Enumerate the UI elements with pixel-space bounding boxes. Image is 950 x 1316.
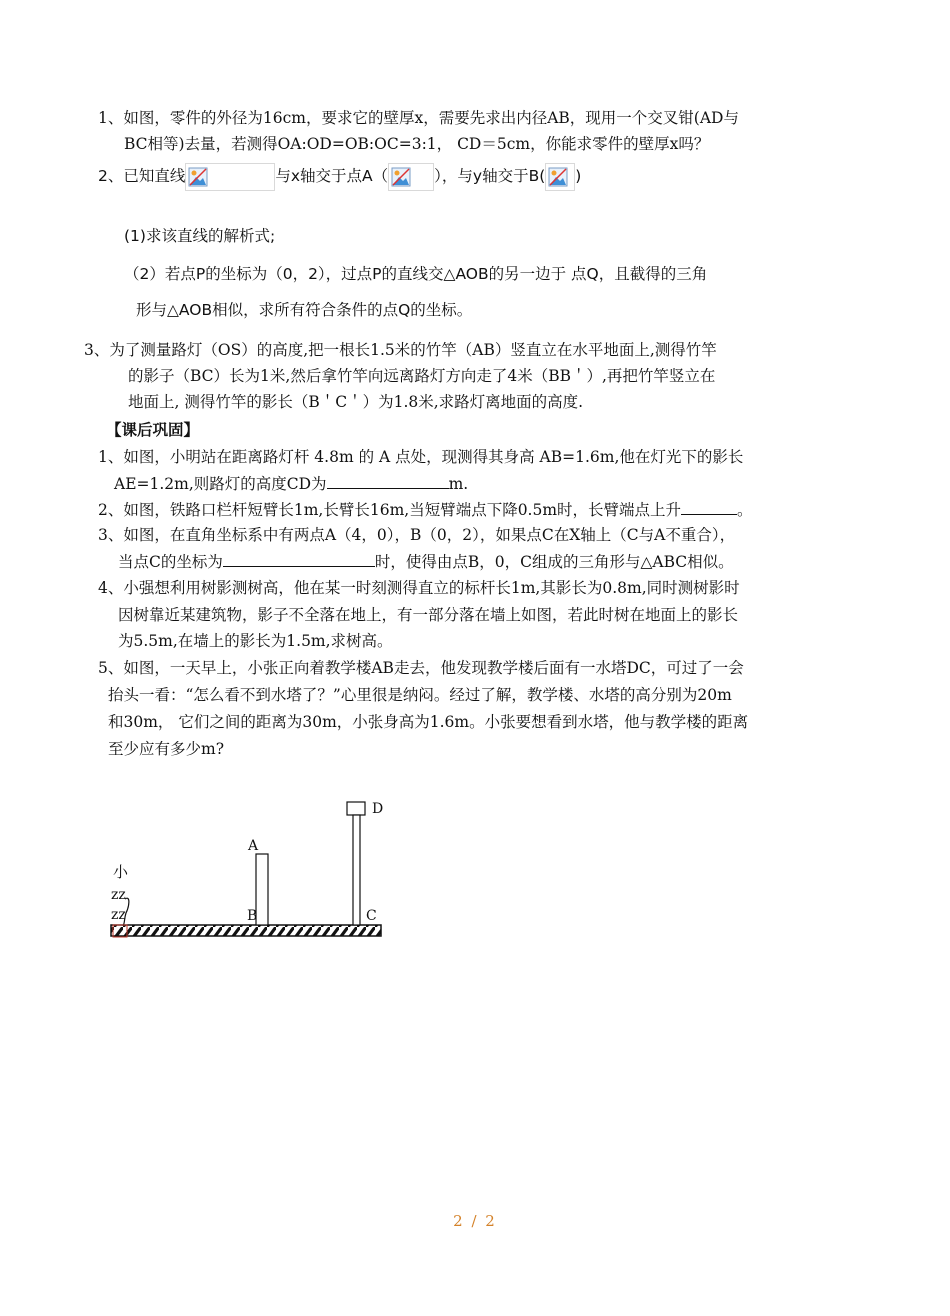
homework-5-line-1: 5、如图，一天早上，小张正向着教学楼AB走去，他发现教学楼后面有一水塔DC，可过了一会	[98, 659, 744, 677]
homework-1-text-a: AE=1.2m,则路灯的高度CD为	[114, 475, 327, 493]
homework-3-text-a: 当点C的坐标为	[118, 553, 223, 571]
homework-2	[98, 499, 753, 520]
answer-blank	[223, 551, 375, 567]
homework-2-text-b: 。	[737, 501, 753, 519]
label-person-1: 小	[113, 863, 129, 881]
question-2-text-a: 2、已知直线	[98, 167, 186, 185]
question-2-sub-2-line-1: （2）若点P的坐标为（0，2），过点P的直线交△AOB的另一边于 点Q，且截得的三角	[124, 265, 708, 283]
question-3-line-3: 地面上, 测得竹竿的影长（B＇C＇）为1.8米,求路灯离地面的高度.	[128, 393, 584, 411]
homework-1-text-b: m.	[448, 475, 469, 493]
homework-1-line-2	[114, 473, 468, 494]
homework-5-line-3: 和30m， 它们之间的距离为30m，小张身高为1.6m。小张要想看到水塔，他与教学楼的距离	[108, 713, 749, 731]
point-a-image	[388, 163, 434, 191]
ground	[111, 925, 381, 936]
question-2-line	[98, 162, 581, 192]
homework-5-line-2: 抬头一看：“怎么看不到水塔了？”心里很是纳闷。经过了解，教学楼、水塔的高分别为20m	[108, 686, 732, 704]
point-b-image	[545, 163, 575, 191]
page-indicator: 2 / 2	[453, 1212, 497, 1230]
water-tank	[347, 802, 365, 815]
homework-2-text-a: 2、如图，铁路口栏杆短臂长1m,长臂长16m,当短臂端点下降0.5m时，长臂端点上升	[98, 501, 682, 519]
answer-blank	[327, 473, 449, 489]
question-2-text-b: 与x轴交于点A（	[275, 167, 389, 185]
homework-5-line-4: 至少应有多少m?	[108, 740, 225, 758]
homework-4-line-3: 为5.5m,在墙上的影长为1.5m,求树高。	[118, 632, 393, 650]
homework-3-line-2	[118, 551, 734, 572]
question-2-text-d: )	[575, 167, 582, 185]
question-3-line-2: 的影子（BC）长为1米,然后拿竹竿向远离路灯方向走了4米（BB＇）,再把竹竿竖立在	[128, 367, 716, 385]
homework-4-line-1: 4、小强想利用树影测树高，他在某一时刻测得直立的标杆长1m,其影长为0.8m,同时测树影时	[98, 579, 740, 597]
label-person-3: zz	[111, 907, 126, 923]
label-person-2: zz	[111, 887, 126, 903]
question-1-line-1: 1、如图，零件的外径为16cm，要求它的壁厚x，需要先求出内径AB，现用一个交叉钳(AD与	[98, 109, 739, 127]
broken-image-icon	[188, 167, 208, 187]
homework-4-line-2: 因树靠近某建筑物，影子不全落在地上，有一部分落在墙上如图，若此时树在地面上的影长	[118, 606, 739, 624]
homework-3-line-1: 3、如图，在直角坐标系中有两点A（4，0），B（0，2），如果点C在X轴上（C与A不重合），	[98, 526, 736, 544]
label-b: B	[247, 908, 258, 924]
question-2-sub-2-line-2: 形与△AOB相似，求所有符合条件的点Q的坐标。	[136, 301, 473, 319]
label-d: D	[372, 801, 384, 817]
question-1-line-2: BC相等)去量，若测得OA:OD=OB:OC=3:1， CD＝5cm，你能求零件的壁厚x吗？	[124, 135, 710, 153]
broken-image-icon	[391, 167, 411, 187]
question-2-sub-1: (1)求该直线的解析式;	[124, 227, 276, 245]
homework-3-text-b: 时，使得由点B，0，C组成的三角形与△ABC相似。	[374, 553, 734, 571]
line-equation-image	[185, 163, 275, 191]
label-a: A	[248, 838, 259, 854]
homework-1-line-1: 1、如图，小明站在距离路灯杆 4.8m 的 A 点处，现测得其身高 AB=1.6m,他在灯光下的影长	[98, 448, 744, 466]
question-2-text-c: ），与y轴交于B(	[434, 167, 546, 185]
building-ab	[256, 854, 268, 925]
answer-blank	[681, 499, 737, 515]
broken-image-icon	[548, 167, 568, 187]
question-3-line-1: 3、为了测量路灯（OS）的高度,把一根长1.5米的竹竿（AB）竖直立在水平地面上,测得竹竿	[84, 341, 717, 359]
label-c: C	[366, 908, 377, 924]
section-heading: 【课后巩固】	[106, 420, 200, 439]
tower-pole	[353, 815, 360, 925]
